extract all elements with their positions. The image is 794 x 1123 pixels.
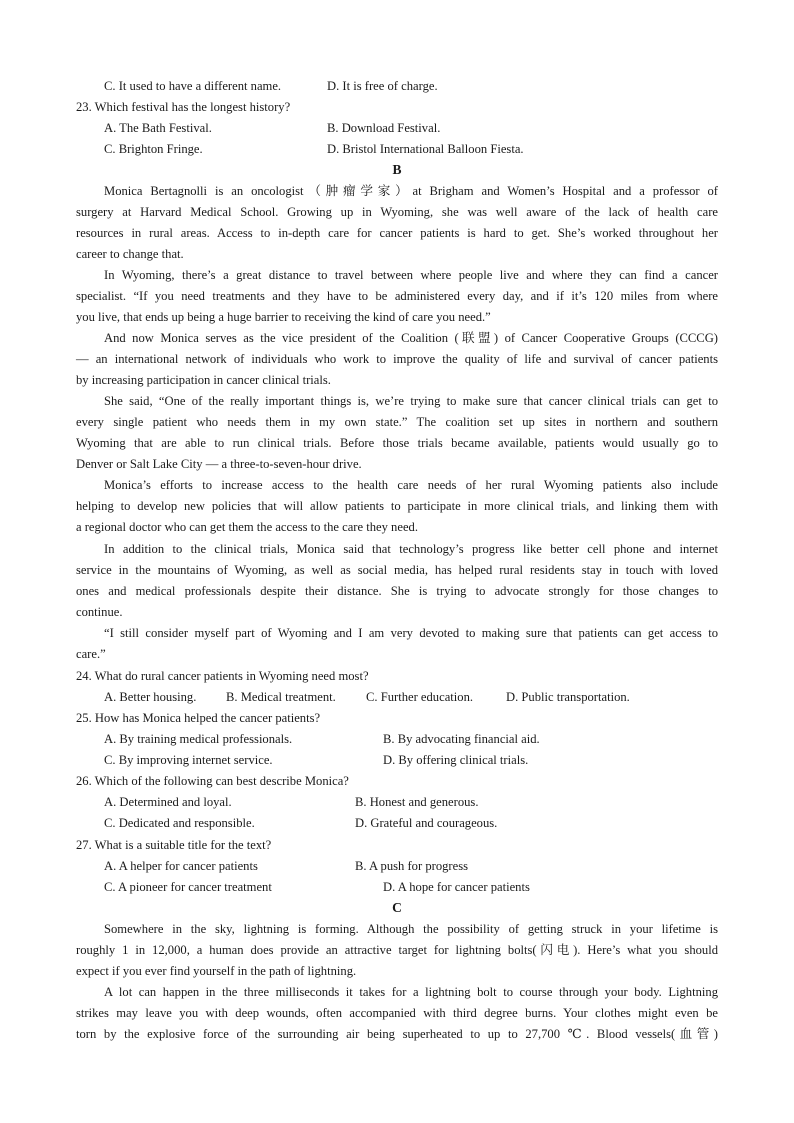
q23-option-b: B. Download Festival. [327,121,441,135]
q23-option-d: D. Bristol International Balloon Fiesta. [327,142,524,156]
passage-b-line: “I still consider myself part of Wyoming and I am very devoted to making sure that patients can get access to [104,626,718,640]
q23-option-c: C. Brighton Fringe. [104,142,203,156]
passage-b-line: specialist. “If you need treatments and they have to be administered every day, and if it’s 120 miles from where [76,289,718,303]
q24-option-b: B. Medical treatment. [226,690,336,704]
section-c-heading: C [392,900,402,915]
q24-option-c: C. Further education. [366,690,474,704]
q25-stem: 25. How has Monica helped the cancer patients? [76,711,321,725]
q27-option-d: D. A hope for cancer patients [383,880,530,894]
passage-b-line: resources in rural areas. Access to in-depth care for cancer patients is hard to get. She’s worked throughout her [76,226,718,240]
q27-stem: 27. What is a suitable title for the text? [76,838,272,852]
passage-b-line: Monica Bertagnolli is an oncologist（肿瘤学家）at Brigham and Women’s Hospital and a professor of [104,184,718,198]
passage-b-line: And now Monica serves as the vice president of the Coalition (联盟) of Cancer Cooperative Groups (CCCG) [104,331,718,345]
passage-b-line: you live, that ends up being a huge barrier to receiving the kind of care you need.” [76,310,491,324]
q23-stem: 23. Which festival has the longest history? [76,100,291,114]
q26-option-d: D. Grateful and courageous. [355,816,498,830]
passage-b-line: helping to develop new policies that will allow patients to participate in more clinical trials, and linking them with [76,499,718,513]
passage-b-line: Denver or Salt Lake City — a three-to-seven-hour drive. [76,457,362,471]
q24-option-a: A. Better housing. [104,690,197,704]
q26-option-c: C. Dedicated and responsible. [104,816,255,830]
q22-option-c: C. It used to have a different name. [104,79,282,93]
passage-c-line: Somewhere in the sky, lightning is forming. Although the possibility of getting struck in your lifetime is [104,922,718,936]
q25-option-b: B. By advocating financial aid. [383,732,540,746]
q27-option-a: A. A helper for cancer patients [104,859,258,873]
passage-c-line: expect if you ever find yourself in the path of lightning. [76,964,357,978]
q26-stem: 26. Which of the following can best describe Monica? [76,774,349,788]
passage-c-line: A lot can happen in the three milliseconds it takes for a lightning bolt to course through your body. Lightning [104,985,718,999]
q23-option-a: A. The Bath Festival. [104,121,212,135]
passage-b-line: continue. [76,605,123,619]
q25-option-a: A. By training medical professionals. [104,732,293,746]
passage-b-line: ones and medical professionals despite their distance. She is trying to advocate strongly for those changes to [76,584,718,598]
q25-option-c: C. By improving internet service. [104,753,273,767]
passage-c-line: torn by the explosive force of the surrounding air being superheated to up to 27,700 ℃. Blood vessels(血管) [76,1027,718,1041]
q24-stem: 24. What do rural cancer patients in Wyoming need most? [76,669,369,683]
passage-b-line: career to change that. [76,247,184,261]
passage-b-line: Wyoming that are able to run clinical trials. Before those trials became available, patients would usually go to [76,436,718,450]
q26-option-b: B. Honest and generous. [355,795,479,809]
q22-option-d: D. It is free of charge. [327,79,438,93]
passage-b-line: care.” [76,647,106,661]
passage-b-line: service in the mountains of Wyoming, as well as social media, has helped rural residents stay in touch with loved [76,563,718,577]
q25-option-d: D. By offering clinical trials. [383,753,529,767]
passage-b-line: In addition to the clinical trials, Monica said that technology’s progress like better cell phone and internet [104,542,718,556]
passage-b-line: by increasing participation in cancer clinical trials. [76,373,331,387]
passage-c-line: roughly 1 in 12,000, a human does provide an attractive target for lightning bolts(闪电). Here’s what you should [76,943,718,957]
passage-b-line: a regional doctor who can get them the access to the care they need. [76,520,418,534]
q27-option-b: B. A push for progress [355,859,468,873]
passage-b-line: — an international network of individuals who work to improve the quality of life and survival of cancer patients [76,352,718,366]
q24-option-d: D. Public transportation. [506,690,630,704]
passage-b-line: every single patient who needs them in my own state.” The coalition set up sites in northern and southern [76,415,718,429]
passage-c-line: strikes may leave you with deep wounds, often accompanied with third degree burns. Your clothes might even be [76,1006,718,1020]
q27-option-c: C. A pioneer for cancer treatment [104,880,272,894]
passage-b-line: In Wyoming, there’s a great distance to travel between where people live and where they can find a cancer [104,268,718,282]
passage-b-line: surgery at Harvard Medical School. Growing up in Wyoming, she was well aware of the lack of health care [76,205,718,219]
passage-b-line: She said, “One of the really important things is, we’re trying to make sure that cancer clinical trials can get to [104,394,718,408]
section-b-heading: B [392,162,402,177]
q26-option-a: A. Determined and loyal. [104,795,232,809]
passage-b-line: Monica’s efforts to increase access to the health care needs of her rural Wyoming patients also include [104,478,718,492]
